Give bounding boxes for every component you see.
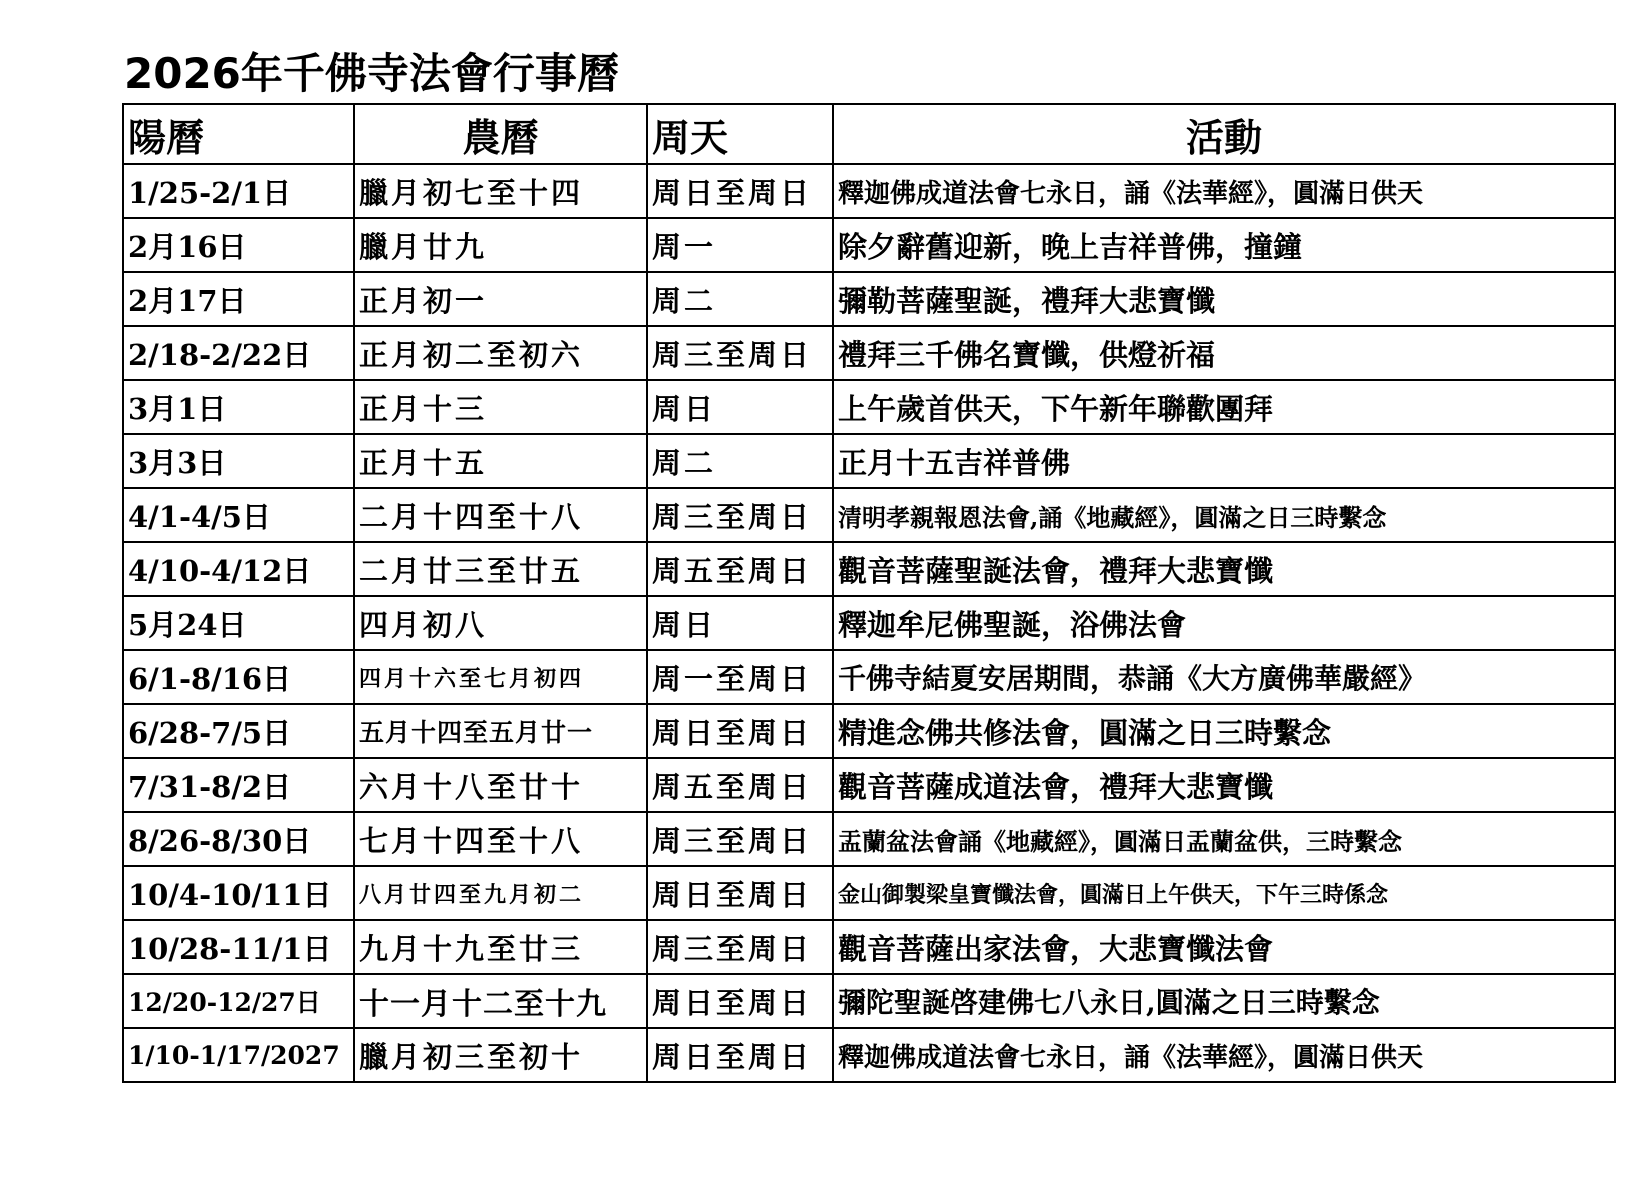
cell-lunar: 二月十四至十八 [354,488,647,542]
header-activity: 活動 [833,104,1615,164]
page-title: 2026年千佛寺法會行事曆 [124,49,619,98]
cell-weekday: 周日至周日 [647,1028,833,1082]
cell-lunar: 六月十八至廿十 [354,758,647,812]
table-row [123,542,1615,596]
cell-solar: 12/20-12/27日 [123,974,354,1028]
table-row [123,920,1615,974]
cell-solar: 2月17日 [123,272,354,326]
cell-weekday: 周日 [647,596,833,650]
cell-solar: 4/1-4/5日 [123,488,354,542]
cell-lunar: 正月初一 [354,272,647,326]
cell-solar: 1/25-2/1日 [123,164,354,218]
table-row [123,218,1615,272]
cell-lunar: 臘月廿九 [354,218,647,272]
cell-activity: 釋迦牟尼佛聖誕，浴佛法會 [833,596,1615,650]
cell-lunar: 八月廿四至九月初二 [354,866,647,920]
table-row [123,974,1615,1028]
cell-weekday: 周日至周日 [647,164,833,218]
table-row [123,866,1615,920]
header-weekday: 周天 [647,104,833,164]
cell-activity: 彌勒菩薩聖誕，禮拜大悲寶懺 [833,272,1615,326]
cell-solar: 10/28-11/1日 [123,920,354,974]
cell-weekday: 周五至周日 [647,758,833,812]
header-solar: 陽曆 [123,104,354,164]
cell-activity: 彌陀聖誕啓建佛七八永日,圓滿之日三時繫念 [833,974,1615,1028]
header-row [123,104,1615,164]
table-row [123,164,1615,218]
cell-solar: 6/1-8/16日 [123,650,354,704]
table-row [123,650,1615,704]
cell-activity: 觀音菩薩出家法會，大悲寶懺法會 [833,920,1615,974]
table-row [123,326,1615,380]
table-row [123,596,1615,650]
cell-lunar: 臘月初七至十四 [354,164,647,218]
cell-solar: 3月3日 [123,434,354,488]
table-row [123,272,1615,326]
cell-weekday: 周日至周日 [647,866,833,920]
cell-weekday: 周三至周日 [647,920,833,974]
cell-activity: 金山御製梁皇寶懺法會，圓滿日上午供天，下午三時係念 [833,866,1615,920]
cell-solar: 5月24日 [123,596,354,650]
cell-lunar: 五月十四至五月廿一 [354,704,647,758]
cell-weekday: 周三至周日 [647,812,833,866]
cell-lunar: 臘月初三至初十 [354,1028,647,1082]
cell-solar: 2月16日 [123,218,354,272]
table-row [123,1028,1615,1082]
cell-activity: 禮拜三千佛名寶懺，供燈祈福 [833,326,1615,380]
cell-weekday: 周二 [647,434,833,488]
cell-weekday: 周三至周日 [647,488,833,542]
cell-lunar: 十一月十二至十九 [354,974,647,1028]
cell-lunar: 七月十四至十八 [354,812,647,866]
cell-activity: 除夕辭舊迎新，晚上吉祥普佛，撞鐘 [833,218,1615,272]
event-calendar-table [122,103,1616,1083]
table-row [123,380,1615,434]
cell-weekday: 周日 [647,380,833,434]
cell-lunar: 九月十九至廿三 [354,920,647,974]
cell-lunar: 二月廿三至廿五 [354,542,647,596]
cell-weekday: 周三至周日 [647,326,833,380]
cell-activity: 釋迦佛成道法會七永日，誦《法華經》，圓滿日供天 [833,1028,1615,1082]
header-lunar: 農曆 [354,104,647,164]
cell-solar: 2/18-2/22日 [123,326,354,380]
cell-weekday: 周一 [647,218,833,272]
cell-solar: 3月1日 [123,380,354,434]
table-row [123,758,1615,812]
cell-weekday: 周日至周日 [647,704,833,758]
cell-activity: 觀音菩薩聖誕法會，禮拜大悲寶懺 [833,542,1615,596]
cell-weekday: 周二 [647,272,833,326]
cell-activity: 釋迦佛成道法會七永日，誦《法華經》，圓滿日供天 [833,164,1615,218]
cell-activity: 千佛寺結夏安居期間，恭誦《大方廣佛華嚴經》 [833,650,1615,704]
cell-lunar: 四月初八 [354,596,647,650]
cell-activity: 正月十五吉祥普佛 [833,434,1615,488]
table-row [123,812,1615,866]
cell-lunar: 四月十六至七月初四 [354,650,647,704]
cell-activity: 上午歲首供天，下午新年聯歡團拜 [833,380,1615,434]
cell-weekday: 周日至周日 [647,974,833,1028]
cell-lunar: 正月十三 [354,380,647,434]
cell-lunar: 正月初二至初六 [354,326,647,380]
cell-solar: 1/10-1/17/2027 [123,1028,354,1082]
cell-solar: 8/26-8/30日 [123,812,354,866]
cell-activity: 精進念佛共修法會，圓滿之日三時繫念 [833,704,1615,758]
cell-solar: 7/31-8/2日 [123,758,354,812]
cell-activity: 清明孝親報恩法會,誦《地藏經》，圓滿之日三時繫念 [833,488,1615,542]
cell-solar: 6/28-7/5日 [123,704,354,758]
cell-lunar: 正月十五 [354,434,647,488]
cell-activity: 觀音菩薩成道法會，禮拜大悲寶懺 [833,758,1615,812]
cell-weekday: 周一至周日 [647,650,833,704]
cell-solar: 4/10-4/12日 [123,542,354,596]
table-row [123,434,1615,488]
cell-solar: 10/4-10/11日 [123,866,354,920]
cell-weekday: 周五至周日 [647,542,833,596]
table-row [123,488,1615,542]
table-row [123,704,1615,758]
cell-activity: 盂蘭盆法會誦《地藏經》，圓滿日盂蘭盆供，三時繫念 [833,812,1615,866]
